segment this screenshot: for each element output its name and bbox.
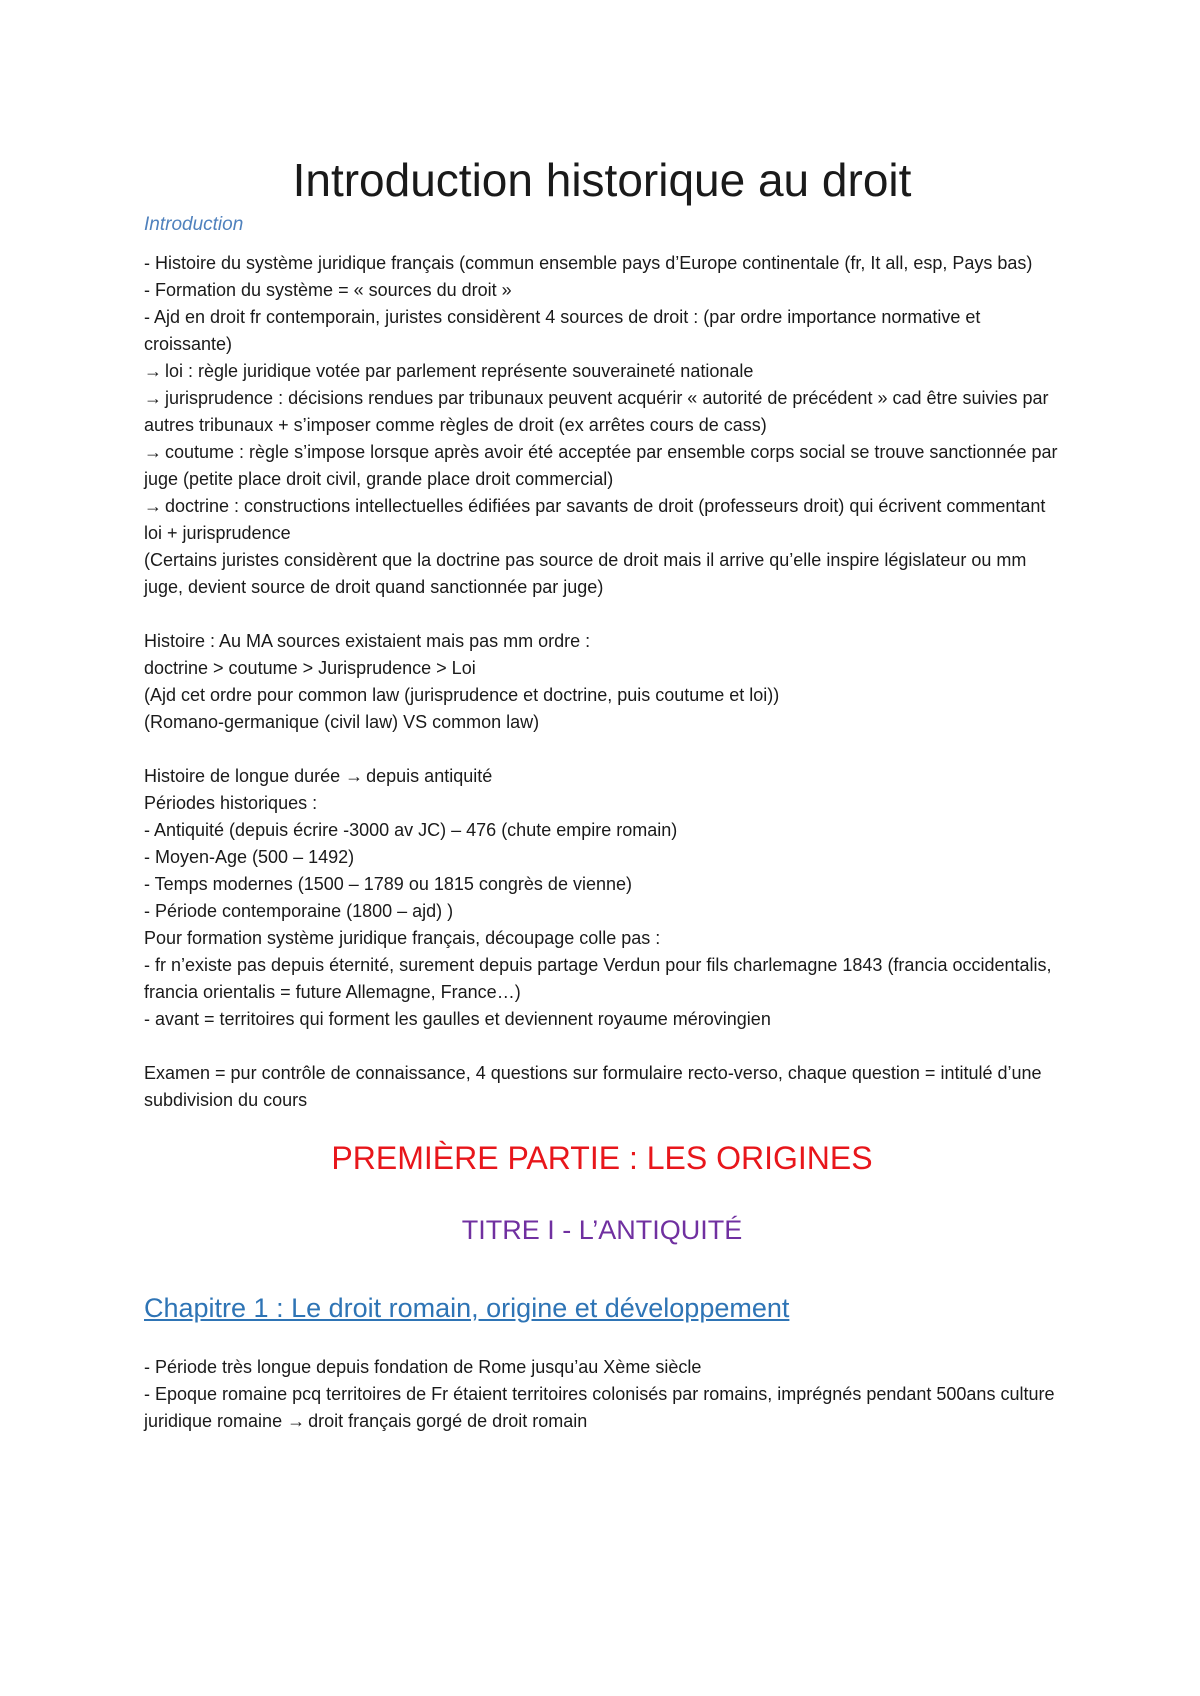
line-text: Histoire : Au MA sources existaient mais pas mm ordre : [144, 631, 591, 651]
line-text: - Epoque romaine pcq territoires de Fr étaient territoires colonisés par romains, imprégnés pendant 500ans culture juridique romaine [144, 1384, 1055, 1431]
line-text: - Temps modernes (1500 – 1789 ou 1815 congrès de vienne) [144, 874, 632, 894]
text-line [144, 304, 1060, 358]
document-title: Introduction historique au droit [292, 154, 912, 206]
chapter-section [144, 1354, 1060, 1435]
text-line [144, 871, 1060, 898]
text-line [144, 1060, 1060, 1114]
text-line [144, 655, 1060, 682]
titre-title: TITRE I - L’ANTIQUITÉ [461, 1215, 743, 1245]
line-text: doctrine : constructions intellectuelles édifiées par savants de droit (professeurs droit) qui écrivent commentant loi + jurisprudence [144, 496, 1046, 543]
line-text: Pour formation système juridique français, découpage colle pas : [144, 928, 661, 948]
part-title: PREMIÈRE PARTIE : LES ORIGINES [331, 1140, 873, 1176]
line-text: - Ajd en droit fr contemporain, juristes considèrent 4 sources de droit : (par ordre importance normative et croissante) [144, 307, 981, 354]
text-line [144, 385, 1060, 439]
line-text: - fr n’existe pas depuis éternité, surement depuis partage Verdun pour fils charlemagne 1843 (francia occidentalis, francia orientalis = future Allemagne, France…) [144, 955, 1052, 1002]
text-line [144, 439, 1060, 493]
line-text: (Romano-germanique (civil law) VS common law) [144, 712, 540, 732]
line-text: - avant = territoires qui forment les gaulles et deviennent royaume mérovingien [144, 1009, 771, 1029]
histoire-section [144, 628, 1060, 736]
line-text: - Formation du système = « sources du droit » [144, 280, 512, 300]
spacer [144, 736, 1060, 763]
text-line [144, 1354, 1060, 1381]
text-line [144, 1381, 1060, 1435]
text-line [144, 925, 1060, 952]
text-line [144, 682, 1060, 709]
text-line [144, 277, 1060, 304]
text-line [144, 844, 1060, 871]
examen-section [144, 1060, 1060, 1114]
line-text-suffix: droit français gorgé de droit romain [308, 1411, 588, 1431]
text-line [144, 547, 1060, 601]
arrow-icon: → [287, 1411, 306, 1431]
chapter-title: Chapitre 1 : Le droit romain, origine et développement [144, 1293, 790, 1323]
periodes-section [144, 763, 1060, 1033]
text-line [144, 493, 1060, 547]
text-line [144, 358, 1060, 385]
text-line [144, 628, 1060, 655]
spacer [144, 601, 1060, 628]
line-text-suffix: depuis antiquité [366, 766, 493, 786]
introduction-heading: Introduction [144, 214, 244, 235]
text-line [144, 1006, 1060, 1033]
line-text: - Période très longue depuis fondation de Rome jusqu’au Xème siècle [144, 1357, 702, 1377]
arrow-icon: → [144, 442, 162, 462]
arrow-icon: → [144, 361, 162, 381]
text-line [144, 898, 1060, 925]
line-text: Périodes historiques : [144, 793, 318, 813]
line-text: jurisprudence : décisions rendues par tribunaux peuvent acquérir « autorité de précédent » cad être suivies par autres tribunaux + s’imposer comme règles de droit (ex arrêtes cours de cass) [144, 388, 1049, 435]
line-text: loi : règle juridique votée par parlement représente souveraineté nationale [165, 361, 754, 381]
line-text: Examen = pur contrôle de connaissance, 4 questions sur formulaire recto-verso, chaque question = intitulé d’une subdivision du cours [144, 1063, 1042, 1110]
line-text: doctrine > coutume > Jurisprudence > Loi [144, 658, 476, 678]
line-text: coutume : règle s’impose lorsque après avoir été acceptée par ensemble corps social se trouve sanctionnée par juge (petite place droit civil, grande place droit commercial) [144, 442, 1058, 489]
text-line [144, 790, 1060, 817]
text-line [144, 709, 1060, 736]
line-text: - Antiquité (depuis écrire -3000 av JC) – 476 (chute empire romain) [144, 820, 678, 840]
text-line [144, 763, 1060, 790]
line-text: (Certains juristes considèrent que la doctrine pas source de droit mais il arrive qu’elle inspire législateur ou mm juge, devient source de droit quand sanctionnée par juge) [144, 550, 1027, 597]
text-line [144, 817, 1060, 844]
text-line [144, 250, 1060, 277]
line-text: - Moyen-Age (500 – 1492) [144, 847, 355, 867]
spacer [144, 1033, 1060, 1060]
line-text: (Ajd cet ordre pour common law (jurisprudence et doctrine, puis coutume et loi)) [144, 685, 780, 705]
introduction-section [144, 250, 1060, 601]
text-line [144, 952, 1060, 1006]
arrow-icon: → [345, 766, 364, 786]
line-text: - Période contemporaine (1800 – ajd) ) [144, 901, 454, 921]
arrow-icon: → [144, 496, 162, 516]
line-text: - Histoire du système juridique français (commun ensemble pays d’Europe continentale (fr, It all, esp, Pays bas) [144, 253, 1033, 273]
arrow-icon: → [144, 388, 162, 408]
line-text: Histoire de longue durée [144, 766, 341, 786]
